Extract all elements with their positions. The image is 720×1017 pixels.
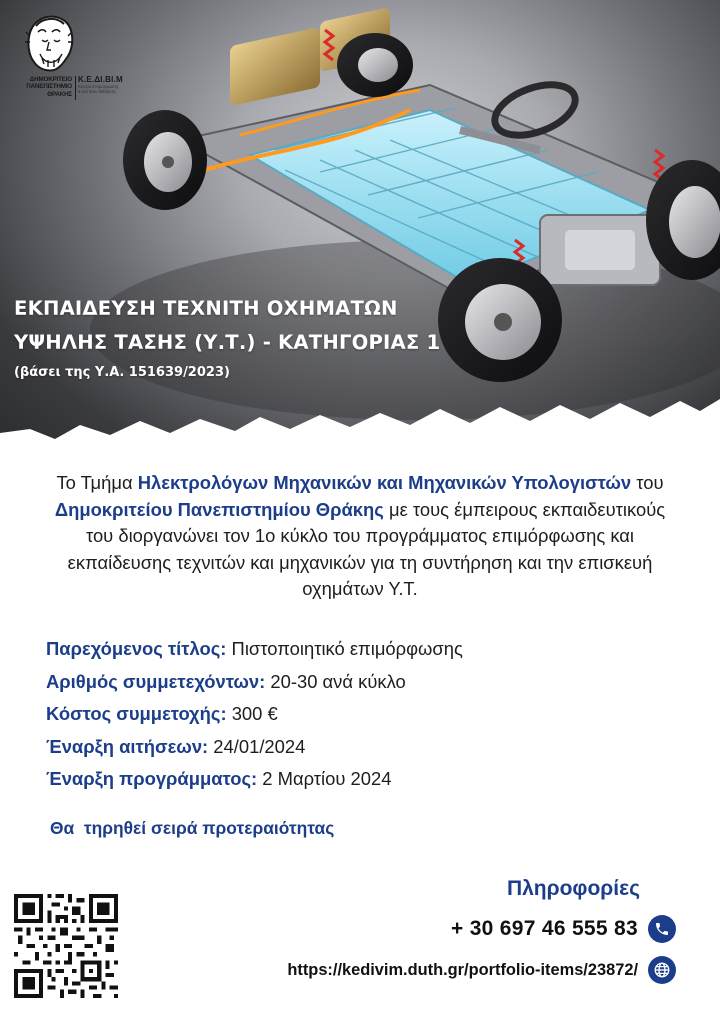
website-link[interactable]: https://kedivim.duth.gr/portfolio-items/23872/ — [287, 960, 638, 979]
university-name: ΔΗΜΟΚΡΙΤΕΙΟ ΠΑΝΕΠΙΣΤΗΜΙΟ ΘΡΑΚΗΣ — [26, 76, 72, 98]
info-heading: Πληροφορίες — [506, 877, 640, 900]
phone-contact[interactable] — [451, 915, 676, 943]
website-contact[interactable] — [287, 956, 676, 984]
logo-divider — [75, 76, 76, 100]
department-name: Ηλεκτρολόγων Μηχανικών και Μηχανικών Υπολογιστών — [137, 472, 632, 493]
university-logo — [14, 12, 124, 118]
legal-reference: (βάσει της Υ.Α. 151639/2023) — [14, 365, 230, 380]
detail-title-awarded: Παρεχόμενος τίτλος: Πιστοποιητικό επιμόρφωσης — [46, 638, 463, 659]
detail-participants: Αριθμός συμμετεχόντων: 20-30 ανά κύκλο — [46, 670, 406, 692]
detail-cost: Κόστος συμμετοχής: 300 € — [46, 703, 278, 724]
phone-number[interactable]: + 30 697 46 555 83 — [451, 917, 638, 940]
detail-applications-start: Έναρξη αιτήσεων: 24/01/2024 — [46, 735, 306, 757]
program-details — [46, 633, 686, 796]
democritus-head-icon — [20, 12, 78, 72]
detail-program-start: Έναρξη προγράμματος: 2 Μαρτίου 2024 — [46, 768, 392, 789]
torn-paper-edge — [0, 395, 720, 460]
intro-paragraph: Το Τμήμα Ηλεκτρολόγων Μηχανικών και Μηχανικών Υπολογιστών του Δημοκριτείου Πανεπιστημίου Θράκης με τους έμπειρους εκπαιδευτικούς του διοργανώνει τον 1ο κύκλο του προγράμματος επιμόρφωσης και εκπαίδευσης τεχνιτών και μηχανικών για τη συντήρηση και την επισκευή οχημάτων Υ.Τ. — [54, 472, 666, 599]
globe-icon — [648, 956, 676, 984]
priority-note: Θα τηρηθεί σειρά προτεραιότητας — [50, 818, 335, 838]
phone-icon — [648, 915, 676, 943]
page-title: ΕΚΠΑΙΔΕΥΣΗ ΤΕΧΝΙΤΗ ΟΧΗΜΑΤΩΝ ΥΨΗΛΗΣ ΤΑΣΗΣ (Υ.Τ.) - ΚΑΤΗΓΟΡΙΑΣ 1 — [14, 297, 441, 354]
kedivim-brand: Κ.Ε.ΔΙ.ΒΙ.Μ Κέντρο Επιμόρφωσης & Διά Βίου Μάθησης — [78, 75, 123, 94]
qr-code[interactable] — [14, 894, 118, 998]
university-name-highlight: Δημοκριτείου Πανεπιστημίου Θράκης — [54, 498, 384, 520]
hero-banner — [0, 0, 720, 460]
